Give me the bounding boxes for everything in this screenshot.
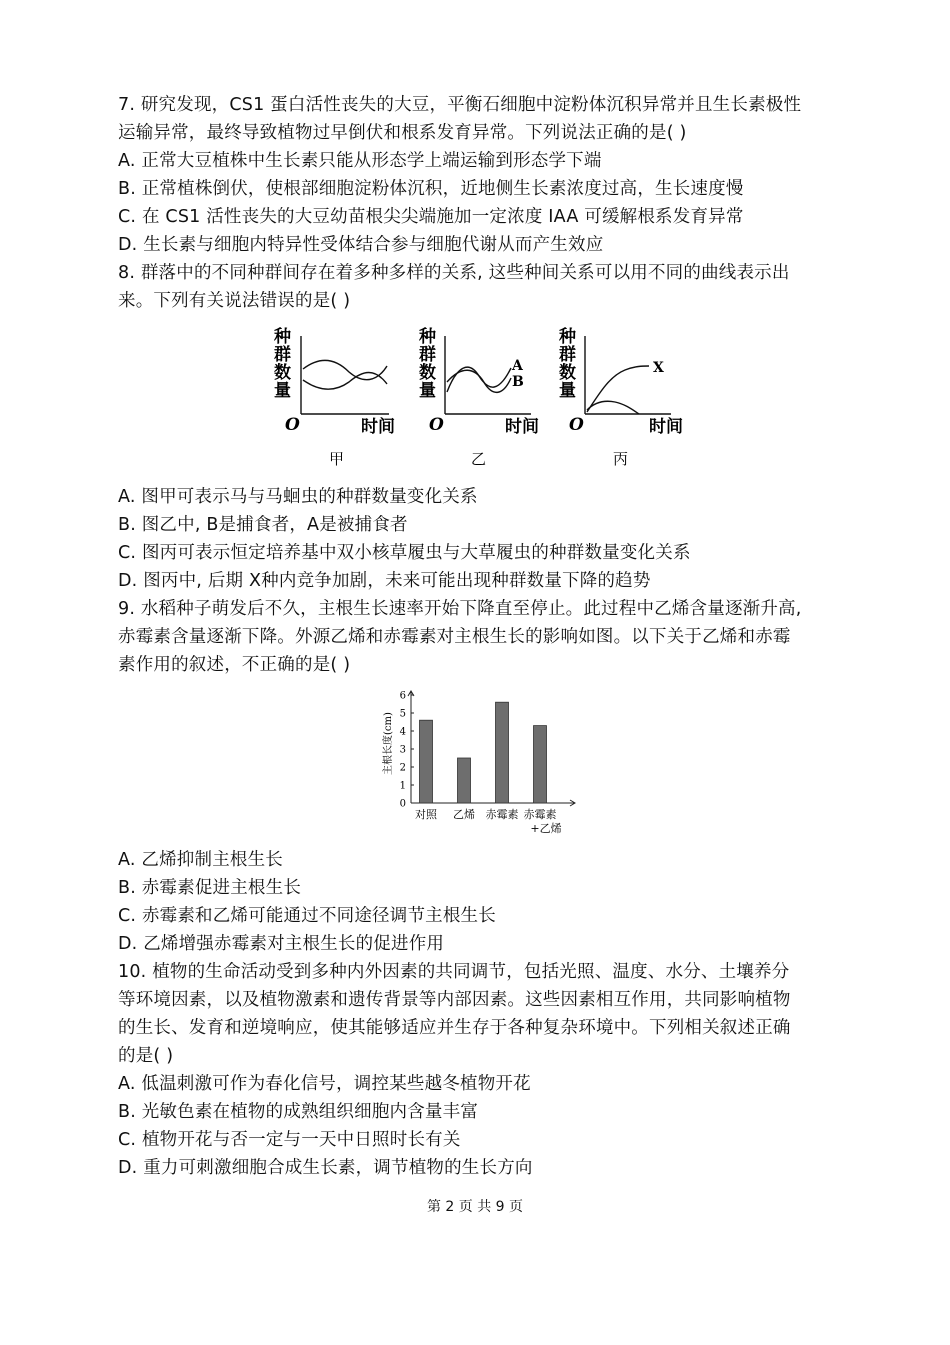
q8-stem-line-1: 8. 群落中的不同种群间存在着多种多样的关系, 这些种间关系可以用不同的曲线表示出 bbox=[118, 263, 790, 283]
bar-chart-bar-2 bbox=[458, 758, 471, 803]
graph-jia-curve-lower bbox=[303, 373, 387, 390]
q8-option-d: D. 图丙中, 后期 X种内竞争加剧，未来可能出现种群数量下降的趋势 bbox=[118, 571, 651, 591]
bar-chart-ytick-label: 3 bbox=[399, 744, 406, 756]
graph-yi-curve-b bbox=[447, 370, 511, 392]
bar-chart-ytick-label: 4 bbox=[399, 726, 406, 738]
graph-bing-ylabel-2: 群 bbox=[559, 345, 576, 365]
bar-chart-category-label: 对照 bbox=[415, 808, 437, 821]
bar-chart-category-label: +乙烯 bbox=[530, 822, 562, 835]
graph-bing-ylabel-1: 种 bbox=[559, 327, 576, 347]
q8-option-b: B. 图乙中, B是捕食者，A是被捕食者 bbox=[118, 515, 408, 535]
root-length-bar-chart bbox=[375, 683, 585, 843]
graph-yi-ylabel-2: 群 bbox=[419, 345, 436, 365]
q9-option-a: A. 乙烯抑制主根生长 bbox=[118, 850, 283, 870]
graph-yi-ylabel-3: 数 bbox=[419, 363, 436, 383]
bar-chart-ytick-label: 2 bbox=[399, 762, 406, 774]
graph-bing-label-x: X bbox=[653, 360, 664, 376]
graph-jia-ylabel-4: 量 bbox=[274, 381, 291, 401]
bar-chart-bar-1 bbox=[420, 720, 433, 803]
q8-option-c: C. 图丙可表示恒定培养基中双小核草履虫与大草履虫的种群数量变化关系 bbox=[118, 543, 691, 563]
q9-stem-line-2: 赤霉素含量逐渐下降。外源乙烯和赤霉素对主根生长的影响如图。以下关于乙烯和赤霉 bbox=[118, 627, 791, 647]
graph-bing-caption: 丙 bbox=[613, 450, 629, 468]
q10-stem-line-3: 的生长、发育和逆境响应，使其能够适应并生存于各种复杂环境中。下列相关叙述正确 bbox=[118, 1018, 791, 1038]
q10-option-d: D. 重力可刺激细胞合成生长素，调节植物的生长方向 bbox=[118, 1158, 533, 1178]
bar-chart-ytick-label: 0 bbox=[399, 798, 406, 810]
q8-stem-line-2: 来。下列有关说法错误的是( ) bbox=[118, 291, 351, 311]
bar-chart-category-label: 赤霉素 bbox=[523, 808, 557, 821]
bar-chart-bar-4 bbox=[534, 726, 547, 803]
q9-stem-line-1: 9. 水稻种子萌发后不久，主根生长速率开始下降直至停止。此过程中乙烯含量逐渐升高, bbox=[118, 599, 802, 619]
bar-chart-category-label: 赤霉素 bbox=[485, 808, 519, 821]
bar-chart-bars bbox=[420, 702, 547, 803]
q10-stem-line-2: 等环境因素，以及植物激素和遗传背景等内部因素。这些因素相互作用，共同影响植物 bbox=[118, 990, 791, 1010]
bar-chart-ylabel: 主根长度(cm) bbox=[383, 712, 394, 775]
graph-jia-ylabel-3: 数 bbox=[274, 363, 291, 383]
bar-chart-ytick-label: 6 bbox=[399, 690, 406, 702]
graph-jia-curve-upper bbox=[303, 360, 387, 379]
graph-bing-curve-other bbox=[587, 401, 639, 414]
bar-chart-bar-3 bbox=[496, 702, 509, 803]
q8-option-a: A. 图甲可表示马与马蛔虫的种群数量变化关系 bbox=[118, 487, 478, 507]
graph-bing-ylabel-3: 数 bbox=[559, 363, 576, 383]
q10-stem-line-4: 的是( ) bbox=[118, 1046, 174, 1066]
q10-stem-line-1: 10. 植物的生命活动受到多种内外因素的共同调节，包括光照、温度、水分、土壤养分 bbox=[118, 962, 790, 982]
graph-yi-ylabel-4: 量 bbox=[419, 381, 436, 401]
bar-chart-ytick-label: 5 bbox=[399, 708, 406, 720]
graph-bing-origin: O bbox=[569, 415, 584, 435]
graph-jia-xlabel: 时间 bbox=[361, 417, 395, 437]
graph-bing bbox=[558, 327, 683, 468]
graph-yi bbox=[418, 327, 539, 468]
bar-chart-ytick-label: 1 bbox=[399, 780, 406, 792]
graph-jia-caption: 甲 bbox=[329, 450, 345, 468]
q9-option-d: D. 乙烯增强赤霉素对主根生长的促进作用 bbox=[118, 934, 445, 954]
q7-option-b: B. 正常植株倒伏，使根部细胞淀粉体沉积，近地侧生长素浓度过高，生长速度慢 bbox=[118, 179, 744, 199]
graph-jia-ylabel-1: 种 bbox=[274, 327, 291, 347]
q10-option-a: A. 低温刺激可作为春化信号，调控某些越冬植物开花 bbox=[118, 1074, 531, 1094]
graph-yi-label-a: A bbox=[512, 358, 523, 374]
graph-bing-ylabel-4: 量 bbox=[559, 381, 576, 401]
q9-option-c: C. 赤霉素和乙烯可能通过不同途径调节主根生长 bbox=[118, 906, 496, 926]
graph-yi-xlabel: 时间 bbox=[505, 417, 539, 437]
q9-option-b: B. 赤霉素促进主根生长 bbox=[118, 878, 302, 898]
q9-stem-line-3: 素作用的叙述，不正确的是( ) bbox=[118, 655, 351, 675]
bar-chart-category-label: 乙烯 bbox=[453, 808, 475, 821]
q10-option-b: B. 光敏色素在植物的成熟组织细胞内含量丰富 bbox=[118, 1102, 479, 1122]
graph-yi-caption: 乙 bbox=[471, 450, 487, 468]
population-graphs-figure bbox=[265, 322, 705, 472]
graph-yi-origin: O bbox=[429, 415, 444, 435]
q7-stem-line-1: 7. 研究发现，CS1 蛋白活性丧失的大豆，平衡石细胞中淀粉体沉积异常并且生长素极性 bbox=[118, 95, 802, 115]
q7-option-c: C. 在 CS1 活性丧失的大豆幼苗根尖尖端施加一定浓度 IAA 可缓解根系发育异常 bbox=[118, 207, 744, 227]
graph-jia-origin: O bbox=[285, 415, 300, 435]
graph-jia-ylabel-2: 群 bbox=[274, 345, 291, 365]
graph-bing-xlabel: 时间 bbox=[649, 417, 683, 437]
graph-yi-label-b: B bbox=[512, 374, 524, 390]
q7-option-a: A. 正常大豆植株中生长素只能从形态学上端运输到形态学下端 bbox=[118, 151, 602, 171]
bar-chart-category-labels bbox=[415, 807, 562, 835]
graph-yi-ylabel-1: 种 bbox=[419, 327, 436, 347]
page-footer: 第 2 页 共 9 页 bbox=[426, 1199, 524, 1215]
graph-jia bbox=[273, 327, 395, 468]
graph-yi-curve-a bbox=[447, 367, 511, 392]
q7-stem-line-2: 运输异常，最终导致植物过早倒伏和根系发育异常。下列说法正确的是( ) bbox=[118, 123, 687, 143]
q7-option-d: D. 生长素与细胞内特异性受体结合参与细胞代谢从而产生效应 bbox=[118, 235, 604, 255]
graph-bing-curve-x bbox=[587, 366, 649, 412]
q10-option-c: C. 植物开花与否一定与一天中日照时长有关 bbox=[118, 1130, 461, 1150]
